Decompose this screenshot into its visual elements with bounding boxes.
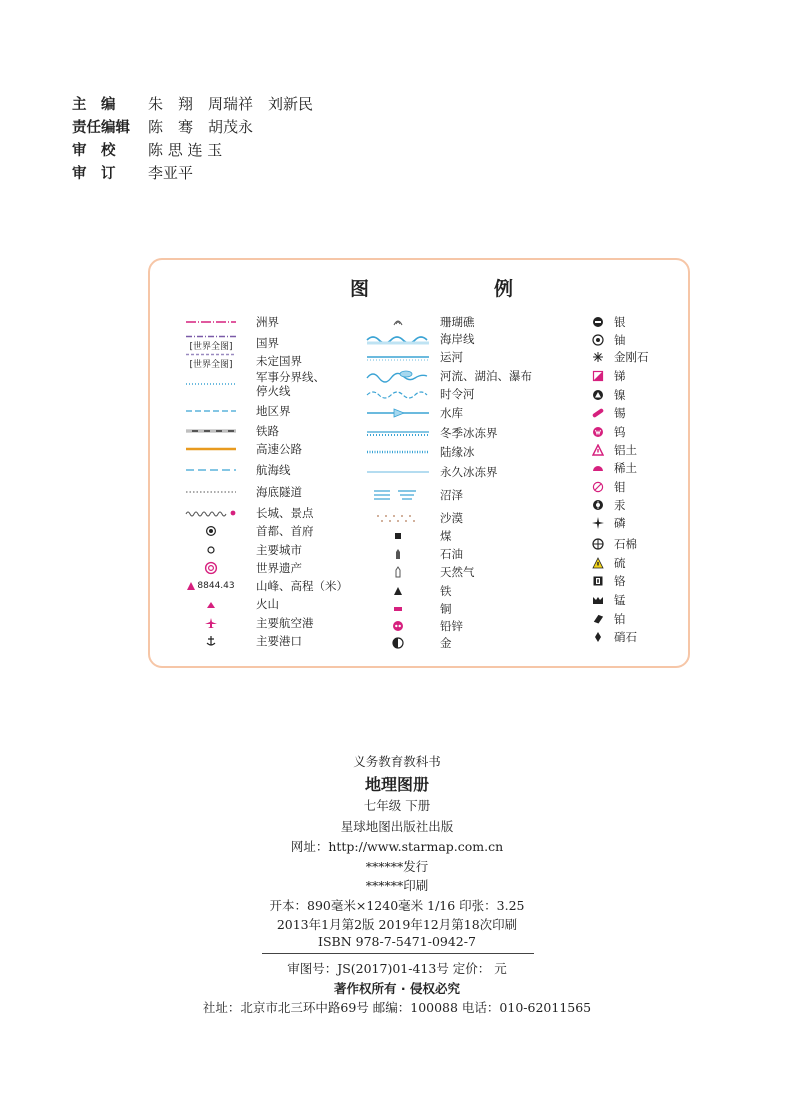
legend-item [588, 406, 626, 420]
molybdenum-icon [588, 481, 608, 493]
legend-item [180, 506, 314, 520]
legend-label: 银 [614, 315, 626, 329]
coal-icon [362, 531, 434, 541]
nickel-icon [588, 389, 608, 401]
legend-label: 珊瑚礁 [440, 315, 475, 329]
legend-item [588, 425, 626, 439]
format-info: 开本：890毫米×1240毫米 1/16 印张：3.25 [269, 898, 525, 913]
legend-item [362, 529, 452, 543]
credit-role: 责任编辑 [72, 120, 130, 136]
legend-item [362, 511, 463, 525]
legend-item [180, 442, 302, 456]
legend-item [180, 404, 291, 418]
legend-label: 未定国界 [256, 354, 302, 368]
website: 网址：http://www.starmap.com.cn [290, 839, 504, 854]
legend-label: 长城、景点 [256, 506, 314, 520]
legend-item [588, 593, 626, 607]
legend-item [588, 388, 626, 402]
legend-label: 天然气 [440, 565, 475, 579]
distributor: ******发行 [365, 859, 429, 874]
legend-item [588, 516, 626, 530]
legend-label: 铂 [614, 612, 626, 626]
natural-gas-icon [362, 566, 434, 578]
legend-label: 石油 [440, 547, 463, 561]
divider [262, 953, 534, 954]
legend-label: 海底隧道 [256, 485, 302, 499]
legend-item [180, 424, 279, 438]
legend-label: 运河 [440, 350, 463, 364]
winter-ice-boundary-icon [362, 429, 434, 437]
legend-label: 石棉 [614, 537, 637, 551]
legend-item [588, 574, 626, 588]
legend-label: 火山 [256, 597, 279, 611]
legend-item [362, 602, 452, 616]
legend-label: 铬 [614, 574, 626, 588]
credit-names: 李亚平 [148, 164, 194, 182]
shipping-route-icon [180, 466, 242, 474]
manganese-icon [588, 595, 608, 605]
bauxite-icon [588, 444, 608, 456]
legend-label: 高速公路 [256, 442, 302, 456]
legend-label: 镍 [614, 388, 626, 402]
desert-icon [362, 512, 434, 524]
legend-item [180, 561, 302, 575]
river-lake-waterfall-icon [362, 368, 434, 384]
great-wall-icon [180, 508, 242, 518]
credit-row [72, 138, 313, 161]
credit-names: 陈 骞 胡茂永 [148, 118, 254, 136]
legend-item [588, 537, 637, 551]
legend-item [588, 369, 626, 383]
major-city-icon [180, 544, 242, 556]
legend-item [362, 547, 463, 561]
legend-item [180, 463, 291, 477]
saltpeter-icon [588, 631, 608, 643]
legend-item [588, 443, 637, 457]
legend-label: 洲界 [256, 315, 279, 329]
legend-label: 主要城市 [256, 543, 302, 557]
legend-item [362, 445, 475, 459]
copper-icon [362, 604, 434, 614]
legend-item [588, 350, 649, 364]
legend-item [588, 498, 626, 512]
capital-icon [180, 525, 242, 537]
world-heritage-icon [180, 561, 242, 575]
legend-label: 主要航空港 [256, 616, 314, 630]
land-ice-icon [362, 448, 434, 456]
canal-icon [362, 352, 434, 362]
publisher: 星球地图出版社出版 [340, 819, 454, 834]
volcano-icon [180, 599, 242, 609]
legend-item [588, 612, 626, 626]
legend-label: 永久冰冻界 [440, 465, 498, 479]
legend-label: 山峰、高程（米） [256, 579, 348, 593]
credit-role: 主 编 [72, 97, 116, 113]
legend-label: 铜 [440, 602, 452, 616]
legend-item [362, 332, 475, 346]
legend-label: 时令河 [440, 387, 475, 401]
legend-item [180, 543, 302, 557]
credit-role: 审 校 [72, 143, 116, 159]
reservoir-icon [362, 408, 434, 418]
legend-label: 磷 [614, 516, 626, 530]
legend-label: 锰 [614, 593, 626, 607]
legend-label: 锡 [614, 406, 626, 420]
legend-item [588, 333, 626, 347]
legend-item [180, 634, 302, 648]
legend-title-char: 图 [350, 278, 370, 300]
lead-zinc-icon [362, 620, 434, 632]
credit-role: 审 订 [72, 166, 116, 182]
legend-item [180, 315, 279, 329]
series-name: 义务教育教科书 [353, 754, 441, 769]
edition-info: 2013年1月第2版 2019年12月第18次印刷 [276, 917, 518, 932]
permanent-ice-boundary-icon [362, 468, 434, 476]
legend-label: 航海线 [256, 463, 291, 477]
legend-label: 水库 [440, 406, 463, 420]
legend-item [180, 352, 302, 370]
legend-label: 硫 [614, 556, 626, 570]
review-and-price: 审图号：JS(2017)01-413号 定价： 元 [287, 961, 507, 976]
legend-item [362, 565, 475, 579]
port-icon [180, 635, 242, 647]
platinum-icon [588, 613, 608, 625]
legend-item [362, 350, 463, 364]
regional-boundary-icon [180, 407, 242, 415]
coastline-icon [362, 332, 434, 346]
national-boundary-icon: [世界全图] [189, 342, 233, 352]
legend-item [362, 315, 475, 329]
legend-item [180, 579, 348, 593]
mountain-peak-icon: 8844.43 [180, 581, 242, 591]
military-demarcation-icon [180, 380, 242, 388]
legend-item [588, 556, 626, 570]
legend-label: 冬季冰冻界 [440, 426, 498, 440]
continent-boundary-icon [180, 318, 242, 326]
legend-label: 军事分界线、 停火线 [256, 370, 325, 398]
credit-row [72, 161, 313, 184]
legend-label: 煤 [440, 529, 452, 543]
legend-label: 铝土 [614, 443, 637, 457]
legend-item [180, 485, 302, 499]
isbn: ISBN 978-7-5471-0942-7 [318, 934, 476, 949]
coral-reef-icon [362, 316, 434, 328]
sulfur-icon [588, 557, 608, 569]
credit-names: 朱 翔 周瑞祥 刘新民 [148, 95, 314, 113]
legend-label: 世界遗产 [256, 561, 302, 575]
seasonal-river-icon [362, 387, 434, 401]
legend-item [180, 334, 279, 352]
publisher-address: 社址：北京市北三环中路69号 邮编：100088 电话：010-62011565 [202, 1000, 592, 1015]
swamp-icon [362, 488, 434, 502]
railway-icon [180, 427, 242, 435]
chromium-icon [588, 575, 608, 587]
legend-item [362, 584, 452, 598]
printer: ******印刷 [365, 878, 429, 893]
legend-item [588, 630, 637, 644]
asbestos-icon [588, 538, 608, 550]
legend-label: 海岸线 [440, 332, 475, 346]
book-title: 地理图册 [364, 775, 429, 794]
legend-label: 主要港口 [256, 634, 302, 648]
airport-icon [180, 617, 242, 629]
legend-label: 国界 [256, 336, 279, 350]
legend-item [362, 387, 475, 401]
legend-item [588, 480, 626, 494]
undefined-boundary-icon: [世界全图] [189, 360, 233, 370]
legend-label: 金 [440, 636, 452, 650]
oil-icon [362, 548, 434, 560]
iron-icon [362, 586, 434, 596]
legend-label: 沼泽 [440, 488, 463, 502]
legend-item [588, 461, 637, 475]
legend-label: 稀土 [614, 461, 637, 475]
legend-item [362, 619, 463, 633]
legend-item [362, 465, 498, 479]
legend-item [180, 524, 314, 538]
legend-label: 铁 [440, 584, 452, 598]
legend-label: 地区界 [256, 404, 291, 418]
legend-item [180, 597, 279, 611]
map-legend [148, 258, 690, 668]
credits-block [72, 92, 313, 184]
legend-item [362, 406, 463, 420]
legend-label: 钼 [614, 480, 626, 494]
legend-label: 锑 [614, 369, 626, 383]
legend-label: 硝石 [614, 630, 637, 644]
legend-label: 铁路 [256, 424, 279, 438]
legend-label: 陆缘冰 [440, 445, 475, 459]
tungsten-icon [588, 426, 608, 438]
diamond-icon [588, 351, 608, 363]
silver-icon [588, 316, 608, 328]
legend-label: 首都、首府 [256, 524, 314, 538]
legend-item [362, 426, 498, 440]
legend-item [588, 315, 626, 329]
uranium-icon [588, 334, 608, 346]
legend-item [180, 616, 314, 630]
credit-row [72, 92, 313, 115]
legend-item [362, 488, 463, 502]
legend-item [180, 370, 325, 398]
highway-icon [180, 445, 242, 453]
gold-icon [362, 637, 434, 649]
undersea-tunnel-icon [180, 488, 242, 496]
credit-names: 陈 思 连 玉 [148, 141, 223, 159]
legend-label: 汞 [614, 498, 626, 512]
mercury-icon [588, 499, 608, 511]
legend-label: 沙漠 [440, 511, 463, 525]
legend-label: 铅锌 [440, 619, 463, 633]
tin-icon [588, 408, 608, 418]
legend-title-char: 例 [494, 278, 514, 300]
credit-row [72, 115, 313, 138]
grade-volume: 七年级 下册 [363, 798, 431, 813]
copyright-notice: 著作权所有 · 侵权必究 [334, 981, 460, 996]
legend-item [362, 636, 452, 650]
legend-label: 河流、湖泊、瀑布 [440, 369, 532, 383]
rare-earth-icon [588, 463, 608, 473]
antimony-icon [588, 370, 608, 382]
legend-item [362, 368, 532, 384]
legend-label: 钨 [614, 425, 626, 439]
legend-label: 铀 [614, 333, 626, 347]
legend-label: 金刚石 [614, 350, 649, 364]
phosphorus-icon [588, 516, 608, 530]
